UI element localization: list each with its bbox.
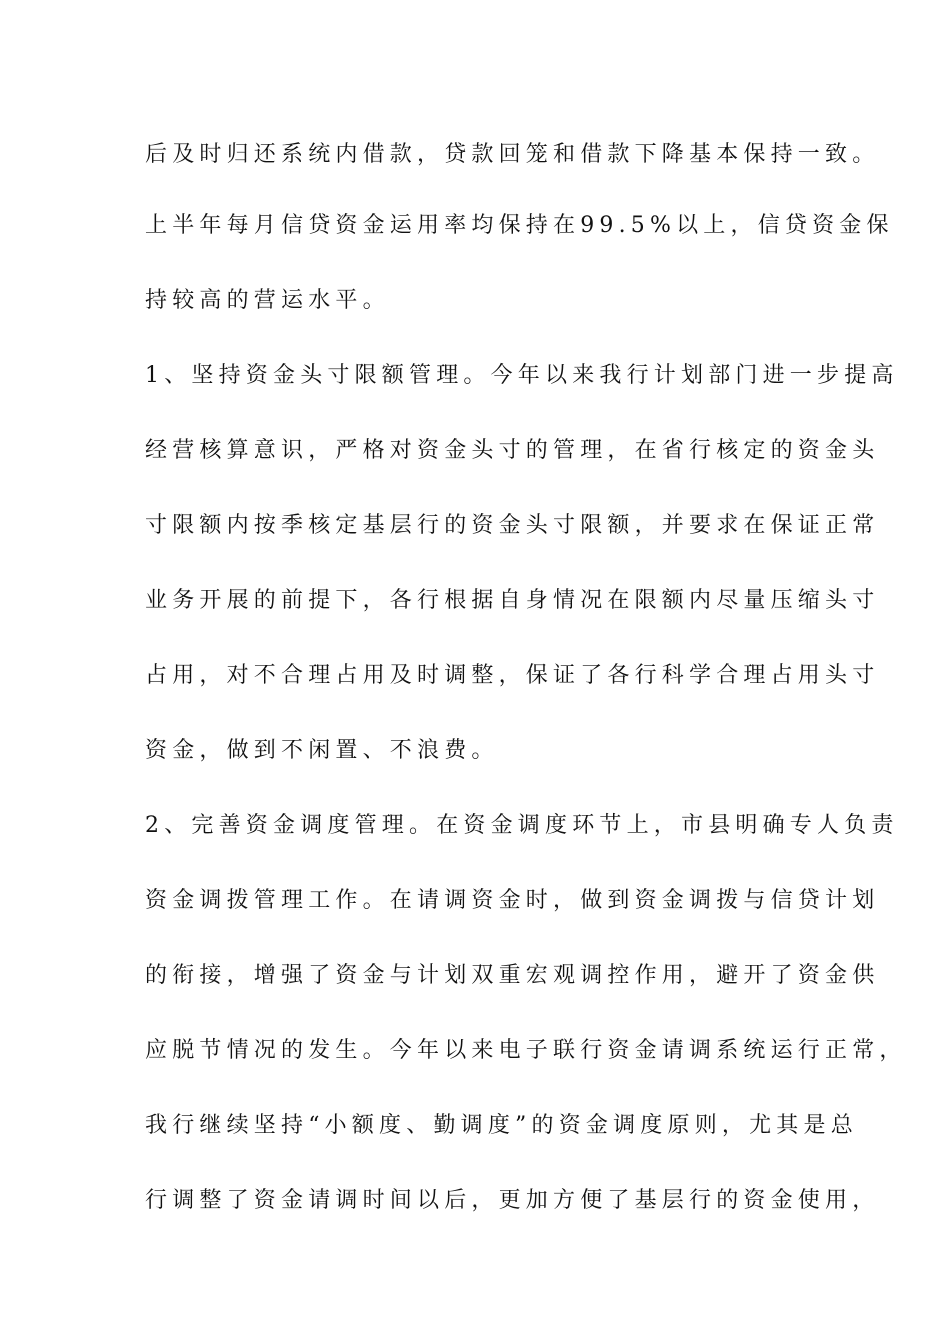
text-line: 1、坚持资金头寸限额管理。今年以来我行计划部门进一步提高	[145, 363, 899, 388]
text-line: 我行继续坚持“小额度、勤调度”的资金调度原则，尤其是总	[145, 1113, 858, 1138]
text-line: 2、完善资金调度管理。在资金调度环节上，市县明确专人负责	[145, 813, 899, 838]
text-line: 寸限额内按季核定基层行的资金头寸限额，并要求在保证正常	[145, 513, 880, 538]
text-line: 持较高的营运水平。	[145, 288, 390, 313]
text-line: 应脱节情况的发生。今年以来电子联行资金请调系统运行正常，	[145, 1038, 907, 1063]
text-line: 占用，对不合理占用及时调整，保证了各行科学合理占用头寸	[145, 663, 880, 688]
text-line: 后及时归还系统内借款，贷款回笼和借款下降基本保持一致。	[145, 142, 880, 167]
text-line: 业务开展的前提下，各行根据自身情况在限额内尽量压缩头寸	[145, 588, 880, 613]
text-line: 上半年每月信贷资金运用率均保持在99.5%以上，信贷资金保	[145, 213, 894, 238]
text-line: 资金，做到不闲置、不浪费。	[145, 738, 499, 763]
text-line: 行调整了资金请调时间以后，更加方便了基层行的资金使用，	[145, 1188, 880, 1213]
text-line: 经营核算意识，严格对资金头寸的管理，在省行核定的资金头	[145, 438, 880, 463]
text-line: 资金调拨管理工作。在请调资金时，做到资金调拨与信贷计划	[145, 888, 880, 913]
text-line: 的衔接，增强了资金与计划双重宏观调控作用，避开了资金供	[145, 963, 880, 988]
